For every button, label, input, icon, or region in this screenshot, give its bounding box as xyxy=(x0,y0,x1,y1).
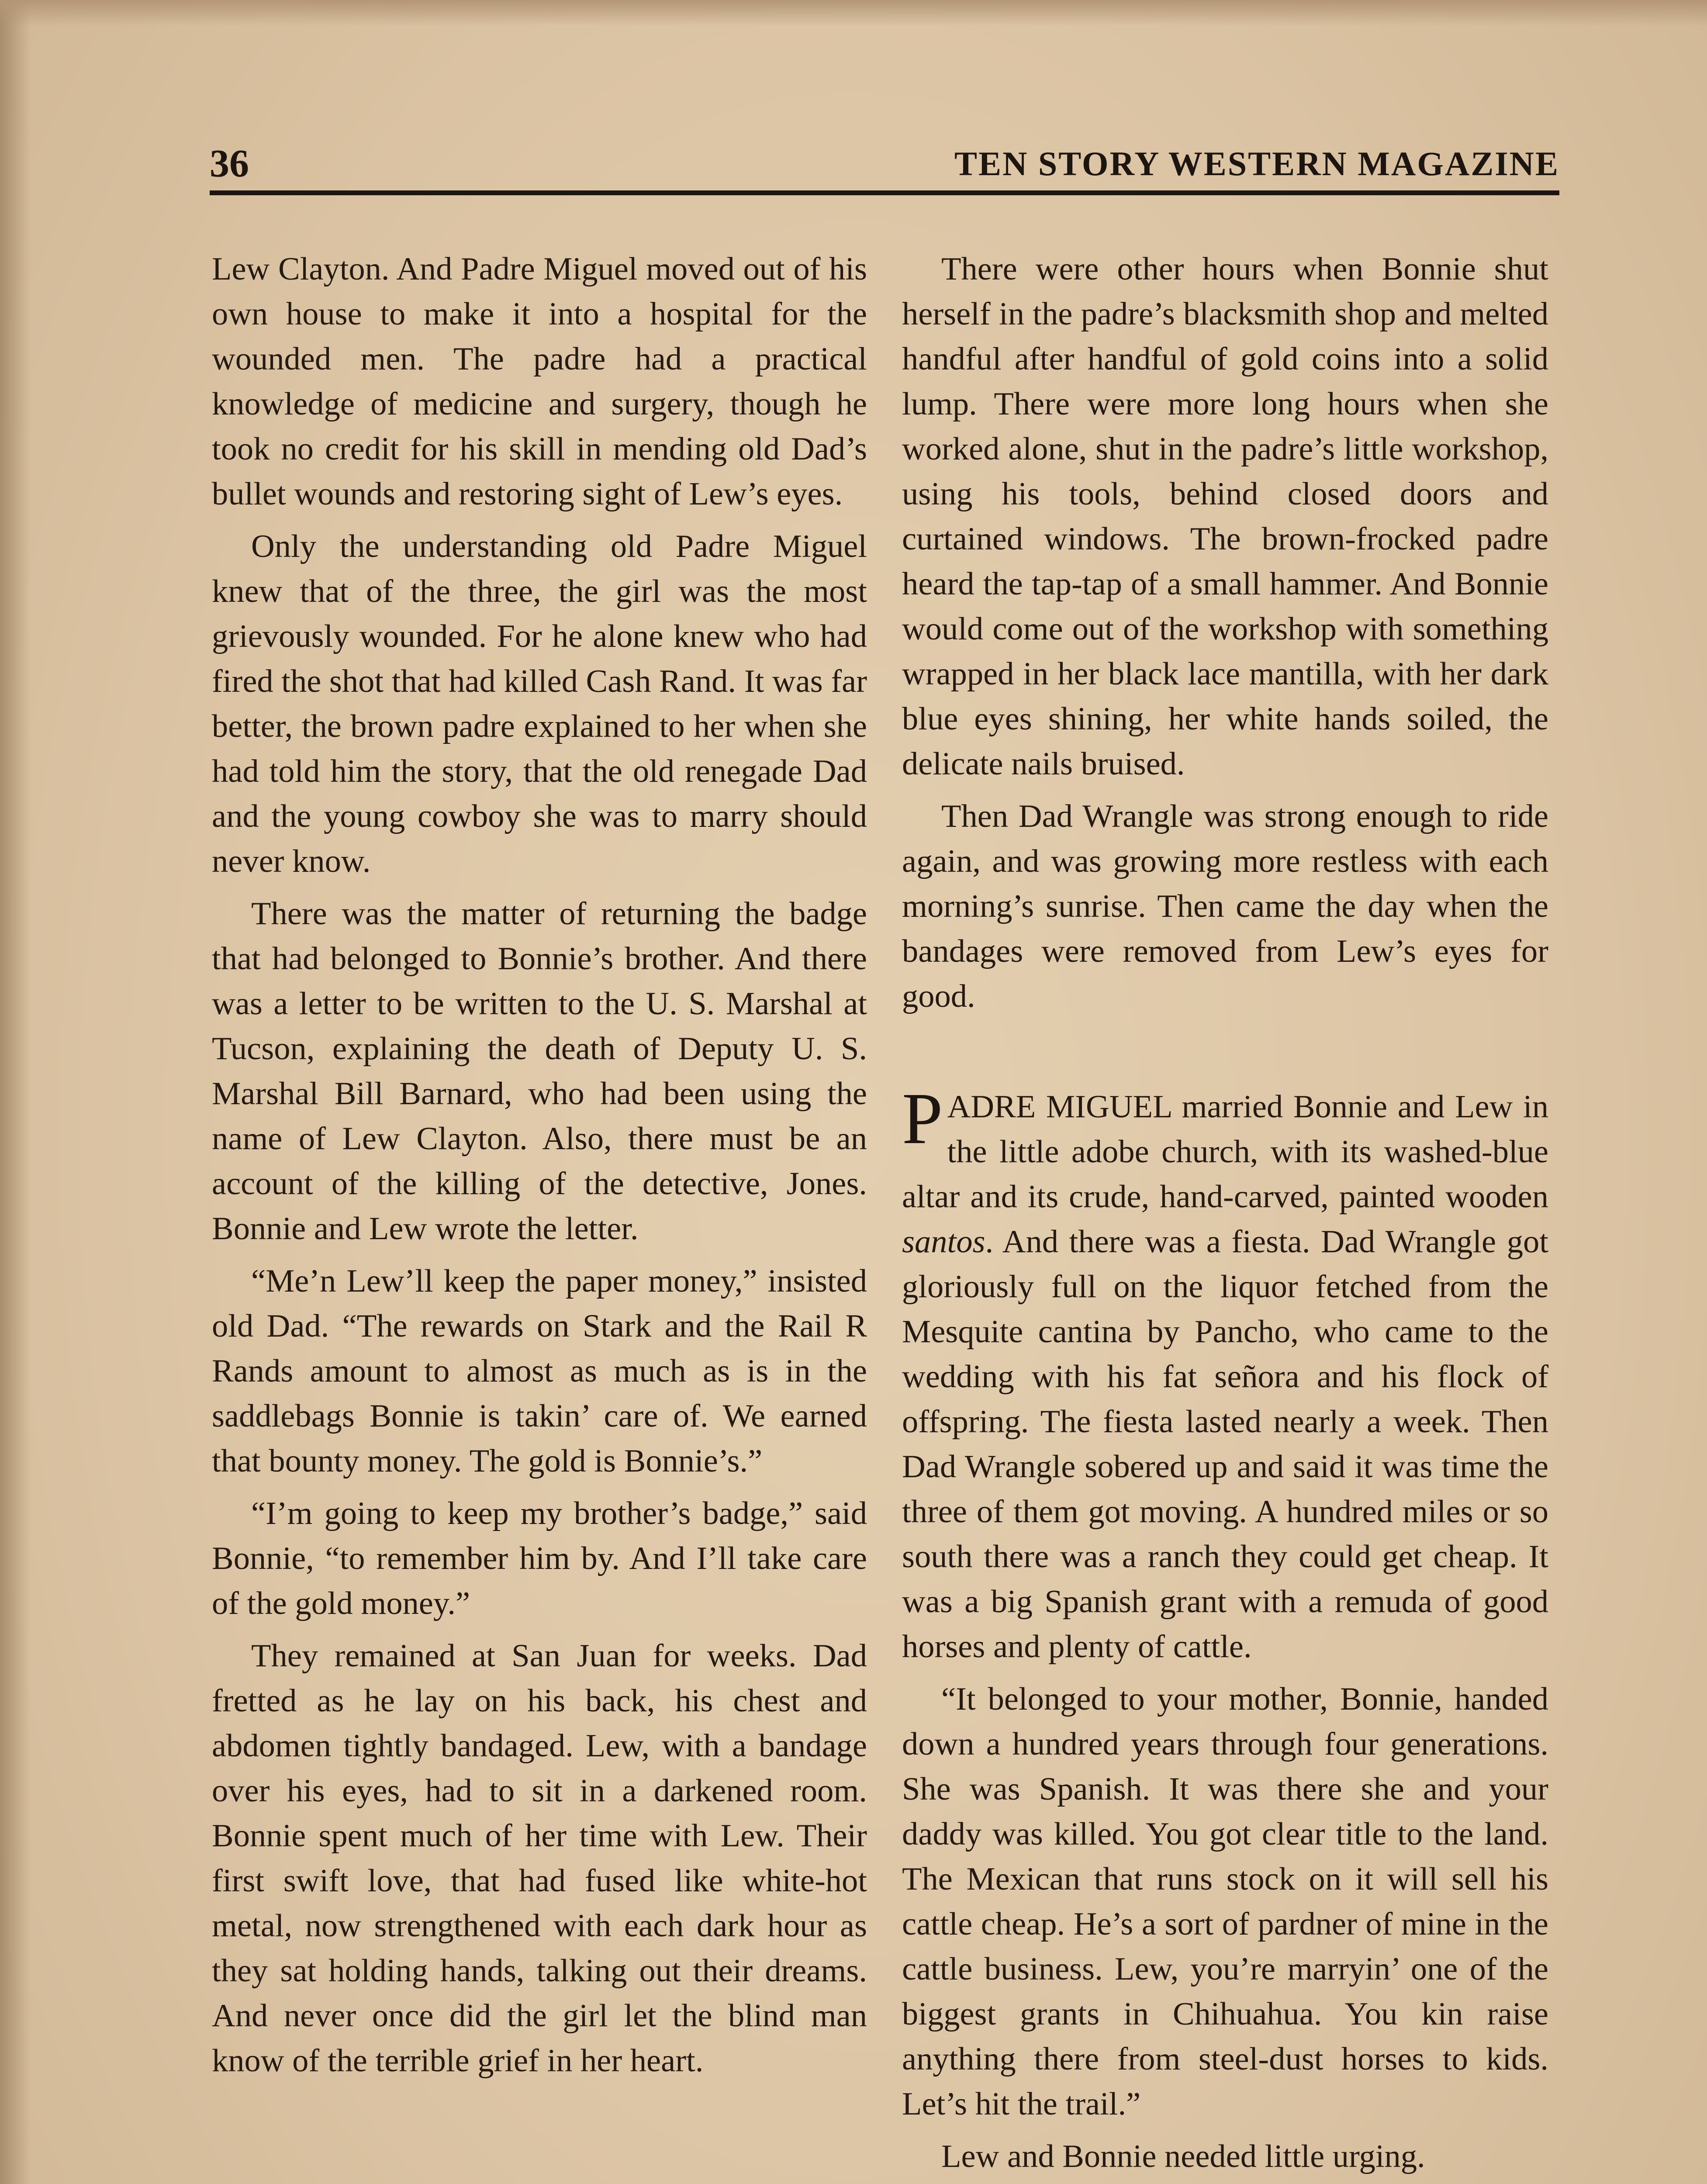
paragraph: There was the matter of returning the badge that had belonged to Bonnie’s brother. And there was a letter to be written to the U. S. Marshal at Tucson, explaining the death of Deputy U. S. Marshal Bill Barnard, who had been using the name of Lew Clayton. Also, there must be an account of the killing of the detective, Jones. Bonnie and Lew wrote the letter. xyxy=(212,896,867,1247)
lead-text: ADRE MIGUEL married Bonnie and Lew in the little adobe church, with its washed-blue altar and its crude, hand-carved, painted wooden xyxy=(902,1089,1548,1215)
paragraph: “It belonged to your mother, Bonnie, handed down a hundred years through four generations. She was Spanish. It was there she and your daddy was killed. You got clear title to the land. The Mexican that runs stock on it will sell his cattle cheap. He’s a sort of pardner of mine in the cattle business. Lew, you’re marryin’ one of the biggest grants in Chihuahua. You kin raise anything there from steel-dust horses to kids. Let’s hit the trail.” xyxy=(902,1681,1548,2122)
right-column xyxy=(902,247,1548,2184)
page-header xyxy=(210,131,1559,192)
paragraph: “Me’n Lew’ll keep the paper money,” insisted old Dad. “The rewards on Stark and the Rail R Rands amount to almost as much as is in the saddlebags Bonnie is takin’ care of. We earned that bounty money. The gold is Bonnie’s.” xyxy=(212,1263,867,1479)
paragraph-text: . And there was a fiesta. Dad Wrangle got gloriously full on the liquor fetched from the Mesquite cantina by Pancho, who came to the wedding with his fat señora and his flock of offspring. The fiesta lasted nearly a week. Then Dad Wrangle sobered up and said it was time the three of them got moving. A hundred miles or so south there was a ranch they could get cheap. It was a big Spanish grant with a remuda of good horses and plenty of cattle. xyxy=(902,1224,1548,1665)
page-number: 36 xyxy=(210,142,249,185)
paragraph: Then Dad Wrangle was strong enough to ride again, and was growing more restless with each morning’s sunrise. Then came the day when the bandages were removed from Lew’s eyes for good. xyxy=(902,798,1548,1014)
drop-cap: P xyxy=(902,1078,943,1159)
header-rule xyxy=(210,190,1559,195)
paragraph: “I’m going to keep my brother’s badge,” said Bonnie, “to remember him by. And I’ll take care of the gold money.” xyxy=(212,1496,867,1621)
left-column xyxy=(212,247,867,2091)
paragraph: Lew Clayton. And Padre Miguel moved out of his own house to make it into a hospital for the wounded men. The padre had a practical knowledge of medicine and surgery, though he took no credit for his skill in mending old Dad’s bullet wounds and restoring sight of Lew’s eyes. xyxy=(212,251,867,512)
page-top-shadow xyxy=(0,0,1707,26)
magazine-title: TEN STORY WESTERN MAGAZINE xyxy=(954,145,1559,183)
paragraph: They remained at San Juan for weeks. Dad fretted as he lay on his back, his chest and abdomen tightly bandaged. Lew, with a bandage over his eyes, had to sit in a darkened room. Bonnie spent much of her time with Lew. Their first swift love, that had fused like white-hot metal, now strengthened with each dark hour as they sat holding hands, talking out their dreams. And never once did the girl let the blind man know of the terrible grief in her heart. xyxy=(212,1638,867,2079)
italic-word: santos xyxy=(902,1224,985,1260)
page-edge-shadow xyxy=(0,0,31,2184)
paragraph: There were other hours when Bonnie shut herself in the padre’s blacksmith shop and melted handful after handful of gold coins into a solid lump. There were more long hours when she worked alone, shut in the padre’s little workshop, using his tools, behind closed doors and curtained windows. The brown-frocked padre heard the tap-tap of a small hammer. And Bonnie would come out of the workshop with something wrapped in her black lace mantilla, with her dark blue eyes shining, her white hands soiled, the delicate nails bruised. xyxy=(902,251,1548,782)
section-opening-paragraph xyxy=(902,1078,1548,1669)
paragraph: Lew and Bonnie needed little urging. xyxy=(941,2139,1425,2174)
paragraph: Only the understanding old Padre Miguel knew that of the three, the girl was the most grievously wounded. For he alone knew who had fired the shot that had killed Cash Rand. It was far better, the brown padre explained to her when she had told him the story, that the old renegade Dad and the young cowboy she was to marry should never know. xyxy=(212,529,867,879)
